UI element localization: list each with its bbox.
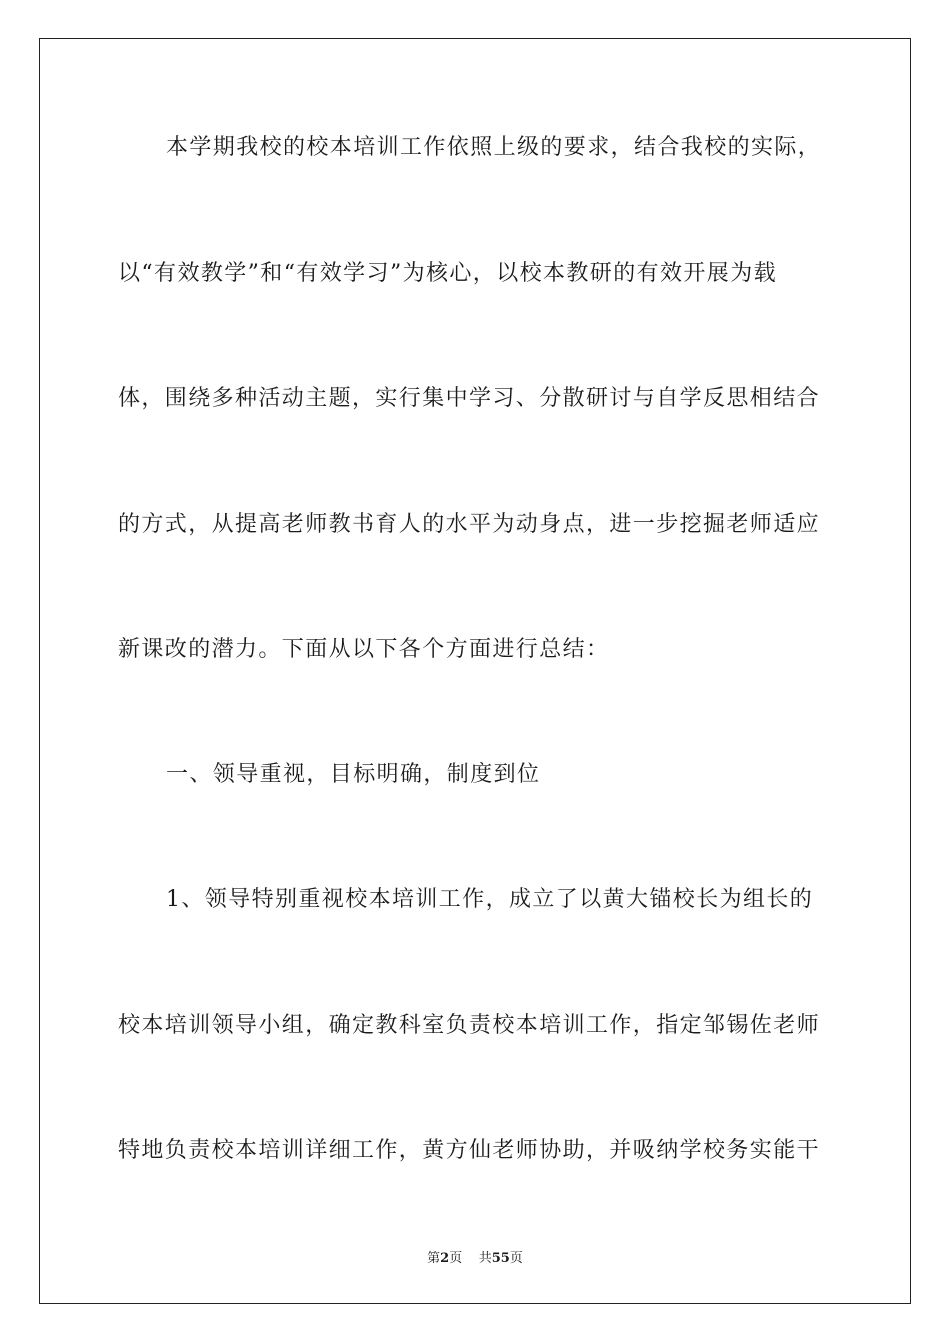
paragraph-line-7: 校本培训领导小组，确定教科室负责校本培训工作，指定邹锡佐老师 [118,1013,821,1038]
paragraph-line-3: 体，围绕多种活动主题，实行集中学习、分散研讨与自学反思相结合 [118,386,821,411]
paragraph-line-4: 的方式，从提高老师教书育人的水平为动身点，进一步挖掘老师适应 [118,512,821,537]
footer-page-number: 2 [440,1251,450,1266]
footer-total-prefix: 共 [478,1251,492,1266]
paragraph-line-6: 1、领导特别重视校本培训工作，成立了以黄大锚校长为组长的 [166,887,814,912]
paragraph-line-1: 本学期我校的校本培训工作依照上级的要求，结合我校的实际， [166,135,822,160]
footer-page-suffix: 页 [449,1251,463,1266]
paragraph-line-2: 以“有效教学”和“有效学习”为核心，以校本教研的有效开展为载 [118,261,777,286]
page-footer [0,1247,950,1266]
footer-total-pages: 55 [491,1251,510,1266]
paragraph-line-8: 特地负责校本培训详细工作，黄方仙老师协助，并吸纳学校务实能干 [118,1138,821,1163]
paragraph-line-5: 新课改的潜力。下面从以下各个方面进行总结： [118,637,610,662]
page-border [39,38,911,1304]
footer-total-suffix: 页 [509,1251,523,1266]
section-heading: 一、领导重视，目标明确，制度到位 [166,762,541,787]
footer-page-prefix: 第 [427,1251,441,1266]
